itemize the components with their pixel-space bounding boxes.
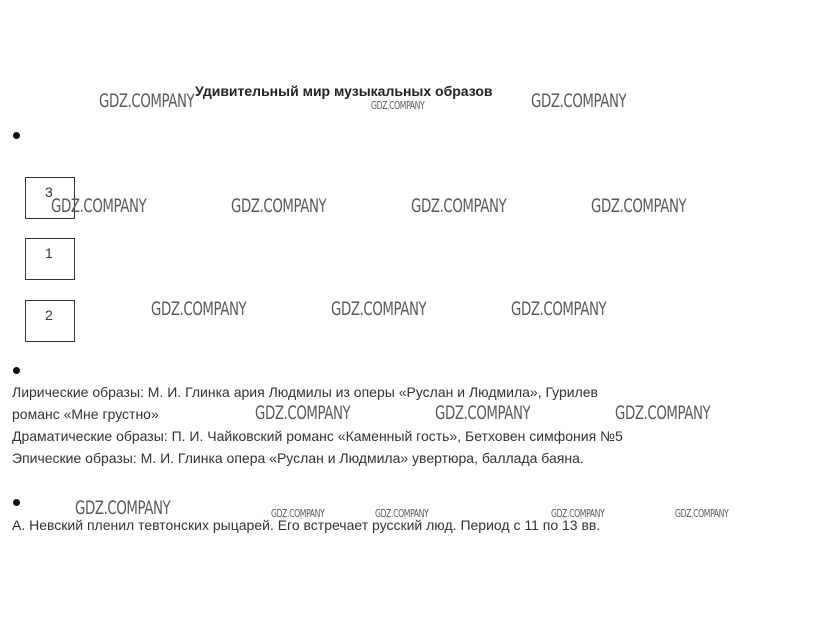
bullet-marker	[13, 499, 20, 506]
page-title: Удивительный мир музыкальных образов	[195, 83, 493, 99]
watermark: GDZ.COMPANY	[271, 507, 325, 520]
watermark: GDZ.COMPANY	[99, 90, 195, 112]
watermark: GDZ.COMPANY	[531, 90, 627, 112]
watermark: GDZ.COMPANY	[51, 195, 147, 217]
watermark: GDZ.COMPANY	[331, 298, 427, 320]
text-line: Лирические образы: М. И. Глинка ария Людмилы из оперы «Руслан и Людмила», Гурилев	[12, 384, 598, 400]
watermark: GDZ.COMPANY	[371, 99, 425, 112]
answer-box-number: 2	[45, 307, 53, 323]
watermark: GDZ.COMPANY	[151, 298, 247, 320]
answer-box	[25, 300, 75, 342]
answer-box-number: 1	[45, 245, 53, 261]
bullet-marker	[13, 132, 20, 139]
watermark: GDZ.COMPANY	[675, 507, 729, 520]
text-line: Эпические образы: М. И. Глинка опера «Руслан и Людмила» увертюра, баллада баяна.	[12, 450, 584, 466]
watermark: GDZ.COMPANY	[231, 195, 327, 217]
answer-box	[25, 238, 75, 280]
answer-box-number: 3	[45, 184, 53, 200]
text-line: романс «Мне грустно»	[12, 406, 159, 422]
watermark: GDZ.COMPANY	[591, 195, 687, 217]
text-line: Драматические образы: П. И. Чайковский романс «Каменный гость», Бетховен симфония №5	[12, 428, 623, 444]
text-line: А. Невский пленил тевтонских рыцарей. Его встречает русский люд. Период с 11 по 13 вв.	[12, 517, 601, 533]
watermark: GDZ.COMPANY	[511, 298, 607, 320]
watermark: GDZ.COMPANY	[75, 497, 171, 519]
watermark: GDZ.COMPANY	[255, 402, 351, 424]
watermark: GDZ.COMPANY	[435, 402, 531, 424]
watermark: GDZ.COMPANY	[375, 507, 429, 520]
watermark: GDZ.COMPANY	[551, 507, 605, 520]
watermark: GDZ.COMPANY	[615, 402, 711, 424]
watermark: GDZ.COMPANY	[411, 195, 507, 217]
bullet-marker	[13, 367, 20, 374]
